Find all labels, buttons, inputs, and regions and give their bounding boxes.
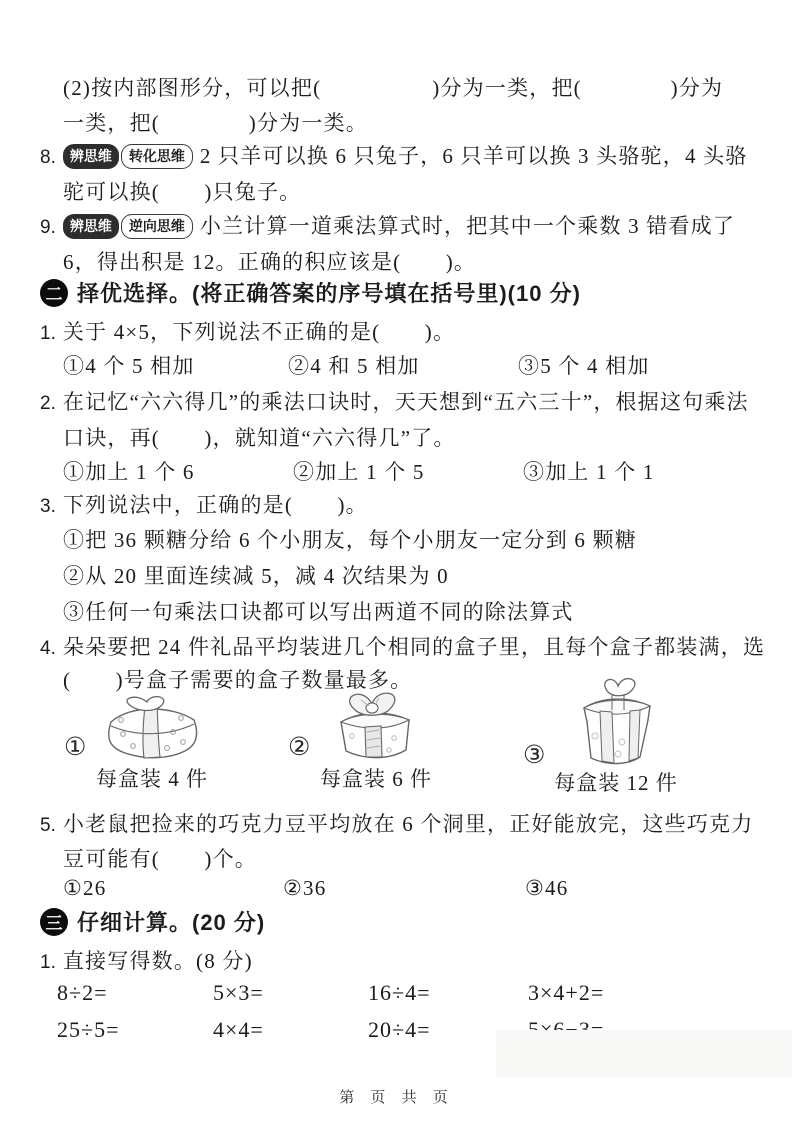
choice-5-number: 5. [40, 815, 56, 836]
section-two-badge-icon: 二 [40, 279, 68, 307]
choice-1-text: 关于 4×5，下列说法不正确的是( )。 [62, 320, 456, 344]
question-9-text: 小兰计算一道乘法算式时，把其中一个乘数 3 错看成了 [199, 214, 736, 238]
calc-subtitle-number: 1. [40, 952, 56, 973]
choice-4-line1 [40, 631, 765, 661]
question-8-text: 2 只羊可以换 6 只兔子，6 只羊可以换 3 头骆驼，4 头骆 [199, 144, 748, 168]
choice-3-text: 下列说法中，正确的是( )。 [62, 493, 368, 517]
calc-expression: 16÷4= [368, 980, 431, 1005]
choice-3 [40, 489, 368, 519]
calc-expression: 3×4+2= [528, 980, 605, 1005]
gift-box-2-icon [321, 688, 431, 762]
calc-subtitle-text: 直接写得数。(8 分) [62, 949, 253, 973]
choice-5-line1 [40, 808, 753, 838]
fill-item-line2: 一类，把( )分为一类。 [63, 111, 368, 135]
choice-3-option-3: ③任何一句乘法口诀都可以写出两道不同的除法算式 [63, 600, 574, 624]
choice-2-option-3: ③加上 1 个 1 [523, 460, 655, 484]
gift-box-2 [312, 688, 440, 793]
section-calc-header [40, 906, 265, 937]
question-8-number: 8. [40, 147, 56, 168]
choice-5-option-1: ①26 [63, 876, 107, 900]
gift-box-1 [88, 696, 216, 793]
gift-box-3-icon [560, 678, 672, 766]
choice-2-number: 2. [40, 393, 56, 414]
choice-1-option-1: ①4 个 5 相加 [63, 354, 195, 378]
choice-2-option-1: ①加上 1 个 6 [63, 460, 195, 484]
discriminate-thinking-badge: 辨思维 [63, 144, 119, 169]
gift-box-1-icon [97, 696, 207, 762]
page-footer: 第 页 共 页 [339, 1089, 454, 1106]
calc-expression: 8÷2= [57, 980, 108, 1005]
choice-4-number: 4. [40, 638, 56, 659]
calc-expression: 20÷4= [368, 1017, 431, 1042]
gift-box-3 [546, 678, 686, 797]
section-choice-header [40, 277, 581, 308]
calc-expression: 5×3= [213, 980, 264, 1005]
transform-thinking-badge: 转化思维 [121, 144, 193, 169]
choice-1-option-3: ③5 个 4 相加 [518, 354, 650, 378]
reverse-thinking-badge: 逆向思维 [121, 214, 193, 239]
section-choice-title: 择优选择。(将正确答案的序号填在括号里)(10 分) [77, 281, 581, 306]
section-three-badge-icon: 三 [40, 908, 68, 936]
choice-5-text: 小老鼠把捡来的巧克力豆平均放在 6 个洞里，正好能放完，这些巧克力 [62, 812, 754, 836]
section-calc-title: 仔细计算。(20 分) [77, 910, 266, 935]
question-9-line1 [40, 210, 735, 240]
gift-box-1-number: ① [64, 734, 87, 761]
choice-1-option-2: ②4 和 5 相加 [288, 354, 420, 378]
question-9-line2: 6，得出积是 12。正确的积应该是( )。 [63, 250, 477, 274]
choice-4-text: 朵朵要把 24 件礼品平均装进几个相同的盒子里，且每个盒子都装满，选 [62, 635, 766, 659]
calc-expression: 25÷5= [57, 1017, 120, 1042]
choice-3-option-1: ①把 36 颗糖分给 6 个小朋友，每个小朋友一定分到 6 颗糖 [63, 528, 637, 552]
gift-box-1-label: 每盒装 4 件 [96, 767, 208, 791]
discriminate-thinking-badge: 辨思维 [63, 214, 119, 239]
calc-subtitle [40, 945, 253, 975]
choice-5-line2: 豆可能有( )个。 [63, 847, 257, 871]
choice-2-line2: 口诀，再( )，就知道“六六得几”了。 [63, 426, 456, 450]
scan-artifact [496, 1030, 792, 1078]
fill-item-line1: (2)按内部图形分，可以把( )分为一类，把( )分为 [63, 76, 724, 100]
choice-5-option-3: ③46 [525, 876, 569, 900]
gift-box-3-label: 每盒装 12 件 [554, 771, 678, 795]
choice-5-option-2: ②36 [283, 876, 327, 900]
choice-2-line1 [40, 386, 749, 416]
gift-box-2-number: ② [288, 734, 311, 761]
choice-3-number: 3. [40, 496, 56, 517]
gift-box-3-number: ③ [523, 742, 546, 769]
choice-4-line2: ( )号盒子需要的盒子数量最多。 [63, 668, 413, 692]
gift-box-2-label: 每盒装 6 件 [320, 767, 432, 791]
choice-1 [40, 316, 455, 346]
choice-1-number: 1. [40, 323, 56, 344]
choice-3-option-2: ②从 20 里面连续减 5，减 4 次结果为 0 [63, 564, 449, 588]
calc-expression: 4×4= [213, 1017, 264, 1042]
question-8-line2: 驼可以换( )只兔子。 [63, 180, 302, 204]
choice-2-option-2: ②加上 1 个 5 [293, 460, 425, 484]
question-8-line1 [40, 140, 748, 170]
question-9-number: 9. [40, 217, 56, 238]
choice-2-text: 在记忆“六六得几”的乘法口诀时，天天想到“五六三十”，根据这句乘法 [62, 390, 749, 414]
